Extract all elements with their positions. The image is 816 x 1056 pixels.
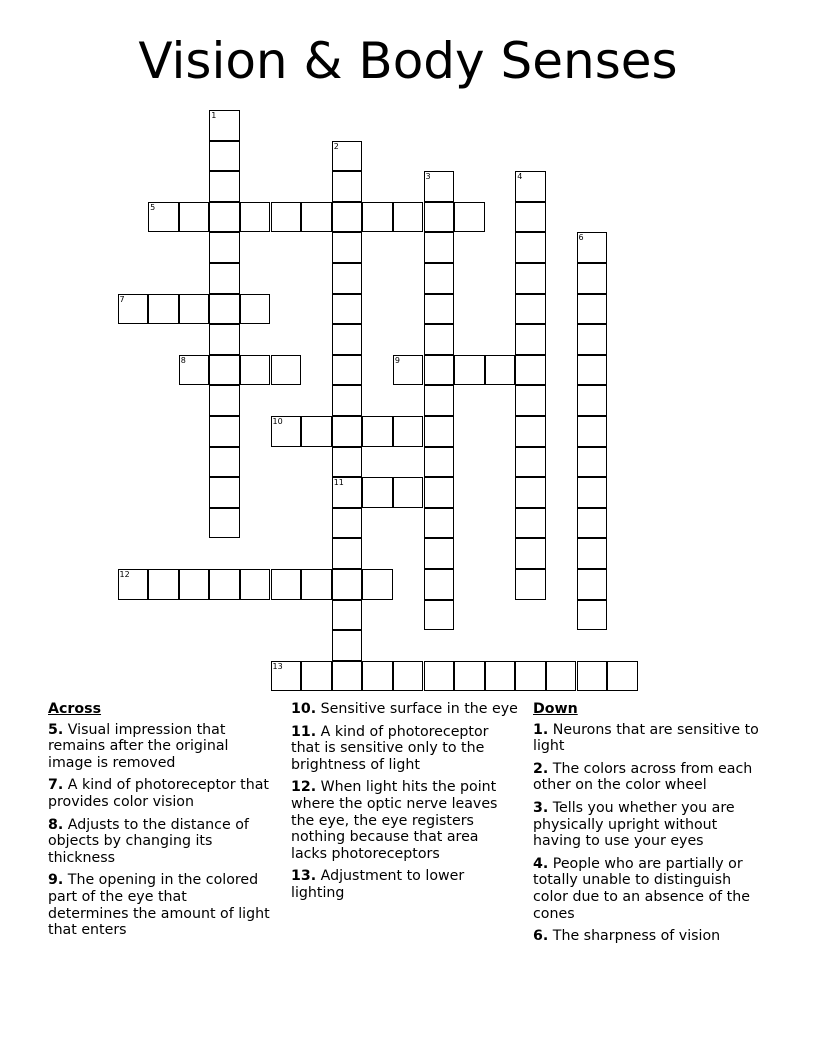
clue-text: People who are partially or totally unable to distinguish color due to an absence of the cones — [533, 855, 750, 922]
grid-cell[interactable] — [424, 355, 455, 386]
grid-cell[interactable] — [515, 538, 546, 569]
grid-cell[interactable] — [332, 447, 363, 478]
grid-cell[interactable] — [577, 294, 608, 325]
grid-cell[interactable] — [240, 294, 271, 325]
grid-cell[interactable] — [607, 661, 638, 692]
grid-cell[interactable] — [515, 416, 546, 447]
clue-text: The opening in the colored part of the eye that determines the amount of light that enters — [48, 872, 270, 939]
grid-cell[interactable] — [271, 202, 302, 233]
grid-cell[interactable] — [301, 661, 332, 692]
grid-cell[interactable] — [209, 232, 240, 263]
clue-text: Tells you whether you are physically upright without having to use your eyes — [533, 799, 735, 850]
grid-cell[interactable] — [332, 600, 363, 631]
grid-cell[interactable] — [515, 263, 546, 294]
clue-number: 8. — [48, 816, 64, 833]
grid-cell[interactable] — [332, 263, 363, 294]
grid-cell[interactable] — [301, 416, 332, 447]
clue-item — [291, 701, 519, 718]
grid-cell[interactable] — [240, 569, 271, 600]
grid-cell[interactable] — [362, 202, 393, 233]
grid-cell[interactable] — [424, 385, 455, 416]
grid-cell[interactable] — [209, 202, 240, 233]
grid-cell[interactable] — [424, 661, 455, 692]
grid-cell[interactable] — [332, 630, 363, 661]
grid-cell[interactable] — [454, 355, 485, 386]
down-heading: Down — [533, 701, 578, 717]
clue-number-label: 3 — [425, 172, 431, 182]
clue-number-label: 6 — [578, 233, 584, 243]
grid-cell[interactable] — [209, 355, 240, 386]
puzzle-title: Vision & Body Senses — [138, 32, 678, 90]
clue-number-label: 10 — [272, 417, 283, 426]
grid-cell[interactable] — [393, 416, 424, 447]
clue-number: 4. — [533, 855, 549, 872]
clue-number: 6. — [533, 928, 549, 945]
grid-cell[interactable] — [424, 538, 455, 569]
grid-cell[interactable] — [424, 508, 455, 539]
clue-number: 12. — [291, 779, 317, 796]
grid-cell[interactable] — [485, 661, 516, 692]
grid-cell[interactable] — [148, 569, 179, 600]
grid-cell[interactable] — [209, 385, 240, 416]
grid-cell[interactable] — [271, 355, 302, 386]
grid-cell[interactable] — [362, 661, 393, 692]
grid-cell[interactable] — [209, 477, 240, 508]
clue-number: 5. — [48, 721, 64, 738]
clue-item — [48, 722, 270, 772]
grid-cell[interactable] — [577, 355, 608, 386]
grid-cell[interactable] — [332, 538, 363, 569]
grid-cell[interactable] — [179, 202, 210, 233]
clue-item — [533, 856, 769, 922]
grid-cell[interactable] — [301, 202, 332, 233]
grid-cell[interactable] — [424, 416, 455, 447]
grid-cell[interactable] — [393, 477, 424, 508]
clue-number: 10. — [291, 701, 317, 717]
grid-cell[interactable] — [118, 294, 149, 325]
grid-cell[interactable] — [118, 569, 149, 600]
grid-cell[interactable] — [424, 569, 455, 600]
clue-item — [533, 800, 769, 850]
grid-cell[interactable] — [577, 232, 608, 263]
grid-cell[interactable] — [240, 202, 271, 233]
grid-cell[interactable] — [362, 416, 393, 447]
clue-number-label: 7 — [119, 294, 125, 304]
grid-cell[interactable] — [577, 447, 608, 478]
clue-text: Visual impression that remains after the original image is removed — [48, 721, 229, 771]
grid-cell[interactable] — [332, 416, 363, 447]
grid-cell[interactable] — [271, 661, 302, 692]
clue-text: Adjustment to lower lighting — [291, 868, 465, 901]
clue-number: 13. — [291, 868, 317, 885]
grid-cell[interactable] — [515, 324, 546, 355]
grid-cell[interactable] — [271, 416, 302, 447]
clue-number-label: 9 — [394, 355, 400, 365]
grid-cell[interactable] — [577, 569, 608, 600]
grid-cell[interactable] — [515, 294, 546, 325]
clue-item — [48, 872, 270, 938]
clue-text: A kind of photoreceptor that provides color vision — [48, 777, 269, 810]
grid-cell[interactable] — [179, 569, 210, 600]
clue-number-label: 5 — [150, 202, 156, 212]
across-heading: Across — [48, 701, 102, 717]
clue-number-label: 4 — [517, 172, 523, 182]
grid-cell[interactable] — [577, 416, 608, 447]
grid-cell[interactable] — [362, 569, 393, 600]
grid-cell[interactable] — [515, 232, 546, 263]
grid-cell[interactable] — [485, 355, 516, 386]
down-clues-column — [533, 701, 769, 951]
grid-cell[interactable] — [424, 324, 455, 355]
grid-cell[interactable] — [393, 661, 424, 692]
clue-item — [291, 724, 519, 774]
grid-cell[interactable] — [332, 508, 363, 539]
grid-cell[interactable] — [332, 141, 363, 172]
grid-cell[interactable] — [424, 294, 455, 325]
grid-cell[interactable] — [454, 661, 485, 692]
grid-cell[interactable] — [332, 477, 363, 508]
clue-text: Adjusts to the distance of objects by changing its thickness — [48, 816, 249, 866]
clue-text: A kind of photoreceptor that is sensitive only to the brightness of light — [291, 723, 489, 773]
grid-cell[interactable] — [515, 355, 546, 386]
clue-number: 9. — [48, 872, 64, 889]
grid-cell[interactable] — [424, 477, 455, 508]
grid-cell[interactable] — [515, 385, 546, 416]
clue-text: Neurons that are sensitive to light — [533, 721, 759, 755]
grid-cell[interactable] — [209, 416, 240, 447]
grid-cell[interactable] — [332, 385, 363, 416]
grid-cell[interactable] — [332, 171, 363, 202]
clue-number-label: 13 — [272, 661, 283, 671]
clue-number-label: 2 — [333, 141, 339, 151]
clue-item — [533, 928, 769, 945]
clue-number: 2. — [533, 760, 549, 777]
grid-cell[interactable] — [209, 110, 240, 141]
grid-cell[interactable] — [424, 171, 455, 202]
grid-cell[interactable] — [209, 263, 240, 294]
grid-cell[interactable] — [515, 661, 546, 692]
grid-cell[interactable] — [454, 202, 485, 233]
grid-cell[interactable] — [515, 508, 546, 539]
clue-item — [533, 722, 769, 755]
across-clues-column-2 — [291, 701, 519, 908]
grid-cell[interactable] — [577, 477, 608, 508]
grid-cell[interactable] — [209, 324, 240, 355]
clue-text: The sharpness of vision — [552, 928, 721, 945]
clue-number-label: 12 — [119, 570, 130, 579]
grid-cell[interactable] — [424, 232, 455, 263]
grid-cell[interactable] — [515, 447, 546, 478]
clue-number-label: 8 — [180, 355, 186, 365]
clue-item — [48, 817, 270, 867]
clue-text: The colors across from each other on the color wheel — [533, 760, 753, 794]
grid-cell[interactable] — [424, 263, 455, 294]
grid-cell[interactable] — [332, 661, 363, 692]
grid-cell[interactable] — [271, 569, 302, 600]
grid-cell[interactable] — [393, 202, 424, 233]
grid-cell[interactable] — [424, 447, 455, 478]
grid-cell[interactable] — [577, 538, 608, 569]
clue-text: Sensitive surface in the eye — [320, 701, 518, 717]
grid-cell[interactable] — [577, 508, 608, 539]
grid-cell[interactable] — [332, 294, 363, 325]
grid-cell[interactable] — [515, 569, 546, 600]
clue-item — [291, 868, 519, 901]
grid-cell[interactable] — [209, 447, 240, 478]
grid-cell[interactable] — [332, 232, 363, 263]
grid-cell[interactable] — [148, 202, 179, 233]
grid-cell[interactable] — [301, 569, 332, 600]
clue-item — [48, 777, 270, 810]
grid-cell[interactable] — [209, 141, 240, 172]
grid-cell[interactable] — [332, 324, 363, 355]
clue-number: 1. — [533, 721, 549, 738]
clue-number-label: 11 — [333, 478, 344, 488]
clue-item — [533, 761, 769, 794]
grid-cell[interactable] — [577, 600, 608, 631]
grid-cell[interactable] — [577, 661, 608, 692]
grid-cell[interactable] — [577, 324, 608, 355]
grid-cell[interactable] — [362, 477, 393, 508]
grid-cell[interactable] — [515, 477, 546, 508]
grid-cell[interactable] — [148, 294, 179, 325]
clue-number: 11. — [291, 723, 317, 740]
grid-cell[interactable] — [209, 294, 240, 325]
grid-cell[interactable] — [332, 202, 363, 233]
clue-text: When light hits the point where the optic nerve leaves the eye, the eye registers nothing because that area lacks photoreceptors — [291, 779, 498, 862]
clue-number: 3. — [533, 799, 549, 816]
grid-cell[interactable] — [515, 171, 546, 202]
clue-item — [291, 779, 519, 862]
across-clues-column-1 — [48, 701, 270, 945]
grid-cell[interactable] — [209, 508, 240, 539]
grid-cell[interactable] — [179, 294, 210, 325]
grid-cell[interactable] — [577, 385, 608, 416]
grid-cell[interactable] — [240, 355, 271, 386]
grid-cell[interactable] — [546, 661, 577, 692]
grid-cell[interactable] — [577, 263, 608, 294]
clue-number: 7. — [48, 777, 64, 794]
grid-cell[interactable] — [424, 202, 455, 233]
grid-cell[interactable] — [332, 355, 363, 386]
grid-cell[interactable] — [209, 569, 240, 600]
grid-cell[interactable] — [179, 355, 210, 386]
grid-cell[interactable] — [515, 202, 546, 233]
grid-cell[interactable] — [209, 171, 240, 202]
grid-cell[interactable] — [332, 569, 363, 600]
grid-cell[interactable] — [424, 600, 455, 631]
clue-number-label: 1 — [211, 111, 217, 120]
grid-cell[interactable] — [393, 355, 424, 386]
